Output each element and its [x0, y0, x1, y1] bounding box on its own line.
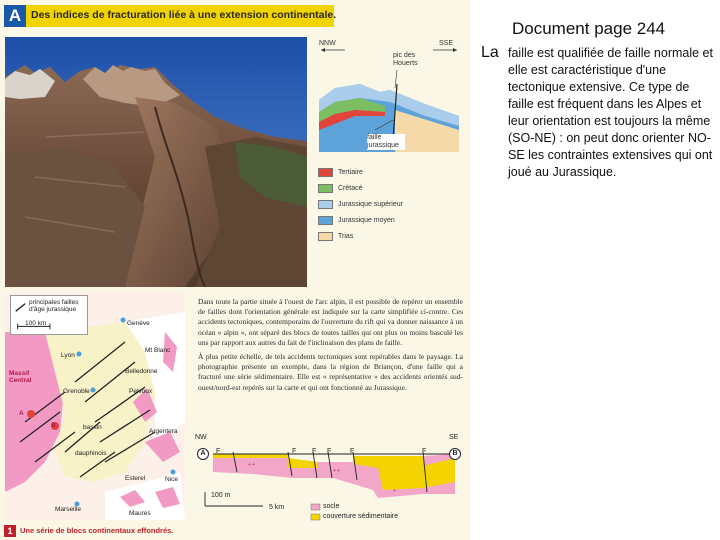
legend-swatch — [318, 216, 333, 225]
map-place-geneve: Genève — [127, 320, 150, 327]
legend-row — [318, 197, 468, 211]
map-place-esterel: Esterel — [125, 475, 146, 482]
slide-body-text: faille est qualifiée de faille normale et elle est caractéristique d'une tectonique extensive. Ce type de faille est fréquent dans les Alpes et leur orientation est toujours la même (SO-NE) : on peut donc orienter NO-SE les contraintes extensives qui ont joué au Jurassique. — [508, 46, 713, 179]
doc-title: Des indices de fracturation liée à une extension continentale. — [31, 9, 337, 21]
xsec-end-marker: B — [449, 448, 461, 460]
fault-map — [5, 292, 185, 520]
mountain-photo — [5, 37, 307, 287]
caption-number: 1 — [4, 525, 16, 537]
map-legend — [10, 295, 88, 335]
map-place-nice: Nice — [165, 476, 179, 483]
xsec-fault-mark: F — [216, 448, 221, 455]
slide-title: Document page 244 — [512, 19, 666, 38]
xsec-fault-mark: F — [350, 448, 355, 455]
legend-label: Jurassique moyen — [338, 216, 395, 224]
legend-swatch — [318, 200, 333, 209]
map-place-belledonne: Belledonne — [125, 368, 158, 375]
xsec-fault-mark: F — [312, 448, 317, 455]
xsec-start-marker: A — [197, 448, 209, 460]
map-place-dauphinois: dauphinois — [75, 450, 107, 457]
xsec-fault-mark: F — [327, 448, 332, 455]
geological-section — [315, 40, 463, 152]
figure-caption — [4, 524, 304, 538]
map-place-maures: Maures — [129, 510, 151, 517]
map-place-lyon: Lyon — [61, 352, 75, 359]
section-peak-label: pic des Houerts — [393, 52, 418, 67]
map-place-mont-blanc: Mt Blanc — [145, 347, 171, 354]
xsec-dir-right: SE — [449, 434, 459, 441]
doc-badge: A — [4, 5, 26, 27]
map-scale: 100 km — [25, 320, 47, 327]
map-place-massif-central: Massif Central — [9, 370, 32, 384]
legend-label: Jurassique supérieur — [338, 200, 403, 208]
legend-row — [318, 229, 468, 243]
section-dir-left: NNW — [319, 40, 336, 47]
legend-row — [318, 181, 468, 195]
legend-label: Tertiaire — [338, 168, 363, 176]
svg-text:+ +: + + — [248, 462, 256, 468]
legend-swatch — [318, 232, 333, 241]
body-paragraph-1: Dans toute la partie située à l'ouest de l'arc alpin, il est possible de repérer un ensemble de failles dont l'orientation générale est indiquée sur la carte simplifiée ci-contre. Ces accidents tectoniques, contemporains de l'ouverture du rift qui va donner naissance à un océan « alpin », ont séparé des blocs de toutes tailles qui ont plus ou moins basculé les uns par rapport aux autres du fait de l'inclinaison des plans de faille. — [198, 297, 463, 347]
legend-row — [318, 165, 468, 179]
map-place-marseille: Marseille — [55, 506, 82, 513]
xsec-fault-mark: F — [292, 448, 297, 455]
map-place-pelvoux: Pelvoux — [129, 388, 153, 395]
section-fault-label: faille jurassique — [367, 134, 405, 150]
legend-label: Crétacé — [338, 184, 363, 192]
svg-text:+ +: + + — [333, 468, 341, 474]
body-text — [198, 297, 463, 397]
map-place-argentera: Argentera — [149, 428, 178, 435]
slide-body — [481, 44, 713, 181]
xsec-dir-left: NW — [195, 434, 207, 441]
xsec-horizontal-scale: 5 km — [269, 504, 285, 511]
xsec-legend-couverture: couverture sédimentaire — [323, 513, 399, 520]
map-point-b: B — [51, 422, 56, 429]
xsec-vertical-scale: 100 m — [211, 492, 231, 499]
map-legend-title: principales failles d'âge jurassique — [29, 299, 79, 313]
xsec-fault-mark: F — [422, 448, 427, 455]
stratigraphy-legend — [318, 165, 468, 245]
legend-label: Trias — [338, 232, 354, 240]
doc-header — [4, 5, 337, 27]
legend-swatch — [318, 184, 333, 193]
xsec-legend-socle: socle — [323, 503, 340, 510]
caption-text: Une série de blocs continentaux effondrés. — [20, 526, 174, 535]
map-place-bassin: bassin — [83, 424, 102, 431]
map-place-grenoble: Grenoble — [63, 388, 90, 395]
legend-row — [318, 213, 468, 227]
cross-section — [193, 432, 465, 532]
slide-lead-word: La — [481, 44, 499, 61]
legend-swatch — [318, 168, 333, 177]
svg-text:+: + — [393, 488, 396, 494]
section-dir-right: SSE — [439, 40, 454, 47]
map-point-a: A — [19, 410, 24, 417]
body-paragraph-2: À plus petite échelle, de tels accidents tectoniques sont repérables dans le paysage. La photographie présente un exemple, dans la région de Briançon, d'une faille qui a fracturé une série sédimentaire. Elle est « représentative » des accidents orientés sud-ouest/nord-est repérés sur la carte et qui ont fonctionné au Jurassique. — [198, 352, 463, 392]
